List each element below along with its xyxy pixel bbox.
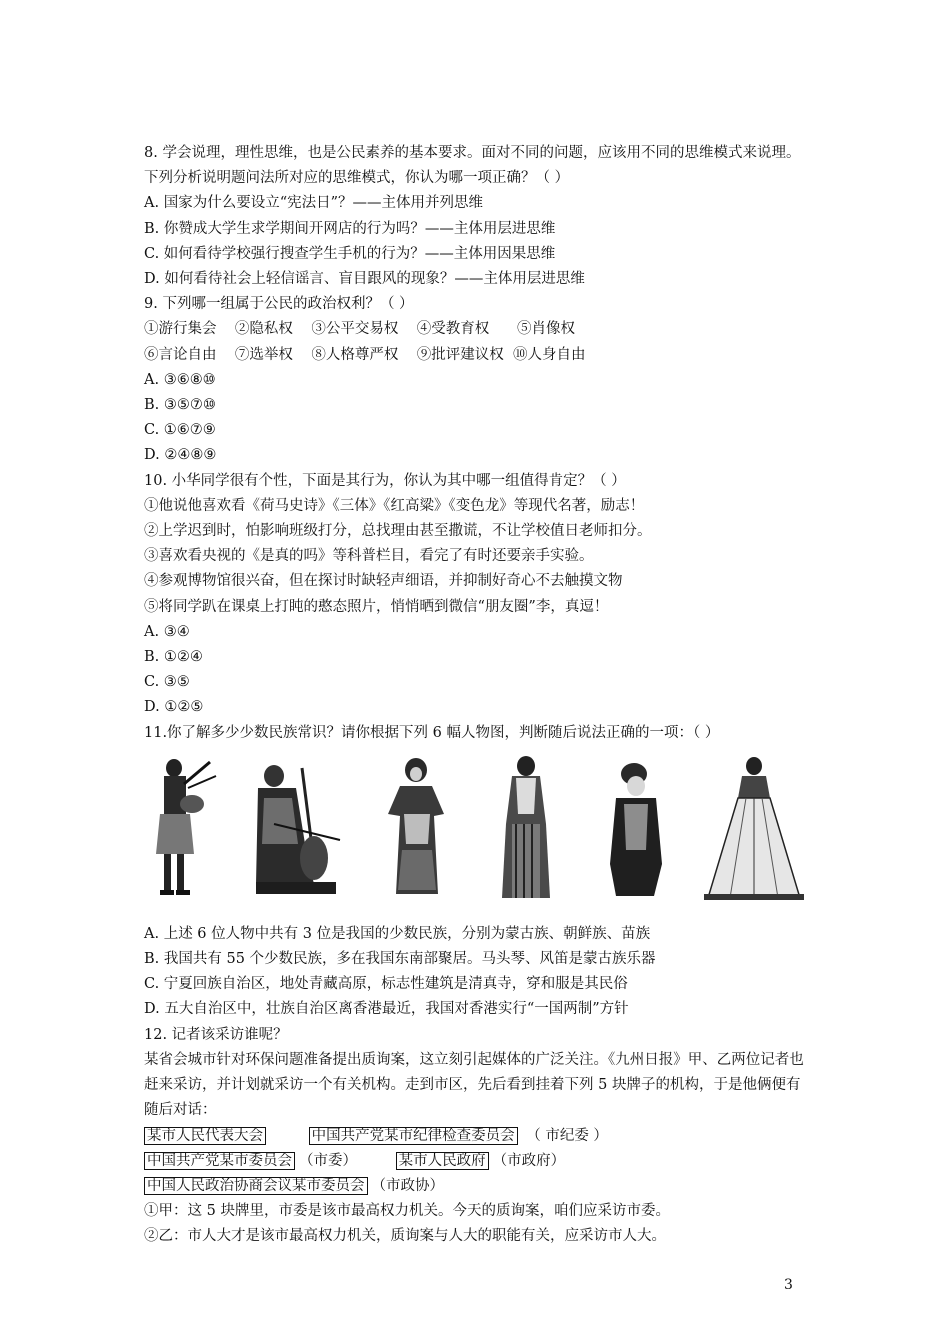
question-9-option-a: A. ③⑥⑧⑩: [144, 371, 216, 388]
plaque-row-1: [144, 1124, 812, 1149]
question-8-option-b: B. 你赞成大学生求学期间开网店的行为吗？——主体用层进思维: [144, 220, 556, 237]
question-8-option-a: A. 国家为什么要设立“宪法日”？——主体用并列思维: [144, 195, 484, 212]
plaque-peoples-congress: 某市人民代表大会: [144, 1127, 266, 1145]
question-9-items-2: ⑥言论自由 ⑦选举权 ⑧人格尊严权 ⑨批评建议权 ⑩人身自由: [144, 346, 586, 363]
question-11-option-c: C. 宁夏回族自治区，地处青藏高原，标志性建筑是清真寺，穿和服是其民俗: [144, 976, 628, 993]
plaque-discipline-commission: 中国共产党某市纪律检查委员会: [309, 1127, 518, 1145]
question-12-paragraph: 某省会城市针对环保问题准备提出质询案，这立刻引起媒体的广泛关注。《九州日报》甲、乙两位记者也赶来采访，并计划就采访一个有关机构。走到市区，先后看到挂着下列 5 块牌子的机构，于是他俩便有随后对话：: [144, 1051, 804, 1119]
question-10-statement-3: ③喜欢看央视的《是真的吗》等科普栏目，看完了有时还要亲手实验。: [144, 548, 594, 565]
question-10-statement-1: ①他说他喜欢看《荷马史诗》《三体》《红高粱》《变色龙》等现代名著，励志！: [144, 497, 645, 514]
tibetan-woman-figure: [484, 754, 570, 904]
bagpipe-player-figure: [144, 754, 230, 904]
question-8-option-d: D. 如何看待社会上轻信谣言、盲目跟风的现象？——主体用层进思维: [144, 271, 585, 288]
ethnic-figures-row: [144, 748, 812, 918]
question-10-option-c: C. ③⑤: [144, 674, 190, 691]
question-10-stem: 10. 小华同学很有个性，下面是其行为，你认为其中哪一组值得肯定？（ ）: [144, 472, 626, 489]
question-12-stem: 12. 记者该采访谁呢？: [144, 1026, 288, 1043]
plaque-row-3: [144, 1174, 812, 1199]
question-10-option-d: D. ①②⑤: [144, 699, 204, 716]
kimono-woman-figure: [374, 754, 460, 904]
plaque-peoples-government: 某市人民政府: [396, 1152, 489, 1170]
dialogue-line-1: ①甲：这 5 块牌里，市委是该市最高权力机关。今天的质询案，咱们应采访市委。: [144, 1203, 670, 1220]
question-9-option-c: C. ①⑥⑦⑨: [144, 422, 216, 439]
plaque-cppcc-note: （市政协）: [371, 1177, 444, 1194]
question-9-option-b: B. ③⑤⑦⑩: [144, 397, 216, 414]
question-9-stem: 9. 下列哪一组属于公民的政治权利？（ ）: [144, 296, 414, 313]
question-10-option-a: A. ③④: [144, 623, 190, 640]
page-number: 3: [784, 1277, 793, 1293]
question-8-stem: 8. 学会说理，理性思维，也是公民素养的基本要求。面对不同的问题，应该用不同的思维模式来说理。下列分析说明题问法所对应的思维模式，你认为哪一项正确？（ ）: [144, 145, 801, 187]
plaque-party-committee-note: （市委）: [299, 1152, 357, 1169]
question-8-option-c: C. 如何看待学校强行搜查学生手机的行为？——主体用因果思维: [144, 245, 556, 262]
hmong-woman-figure: [594, 754, 680, 904]
question-11-option-b: B. 我国共有 55 个少数民族，多在我国东南部聚居。马头琴、风笛是蒙古族乐器: [144, 951, 656, 968]
plaque-peoples-government-note: （市政府）: [492, 1152, 566, 1169]
question-10-statement-2: ②上学迟到时，怕影响班级打分，总找理由甚至撒谎，不让学校值日老师扣分。: [144, 523, 652, 540]
question-10-statement-4: ④参观博物馆很兴奋，但在探讨时缺轻声细语，并抑制好奇心不去触摸文物: [144, 573, 623, 590]
hanbok-woman-figure: [704, 754, 804, 904]
question-10-option-b: B. ①②④: [144, 649, 203, 666]
question-10-statement-5: ⑤将同学趴在课桌上打盹的憨态照片，悄悄晒到微信“朋友圈”李，真逗！: [144, 598, 609, 615]
question-9-option-d: D. ②④⑧⑨: [144, 447, 217, 464]
plaque-party-committee: 中国共产党某市委员会: [144, 1152, 295, 1170]
plaque-cppcc: 中国人民政治协商会议某市委员会: [144, 1177, 368, 1195]
question-9-items-1: ①游行集会 ②隐私权 ③公平交易权 ④受教育权 ⑤肖像权: [144, 321, 575, 338]
plaque-row-2: [144, 1149, 812, 1174]
question-11-option-a: A. 上述 6 位人物中共有 3 位是我国的少数民族，分别为蒙古族、朝鲜族、苗族: [144, 925, 651, 942]
dialogue-line-2: ②乙：市人大才是该市最高权力机关，质询案与人大的职能有关，应采访市人大。: [144, 1228, 666, 1245]
question-11-option-d: D. 五大自治区中，壮族自治区离香港最近，我国对香港实行“一国两制”方针: [144, 1001, 629, 1018]
plaque-discipline-commission-note: （ 市纪委 ）: [526, 1127, 608, 1144]
cellist-figure: [244, 754, 354, 904]
page-content: [144, 141, 812, 1250]
question-11-stem: 11.你了解多少少数民族常识？请你根据下列 6 幅人物图，判断随后说法正确的一项：（ ）: [144, 724, 720, 741]
